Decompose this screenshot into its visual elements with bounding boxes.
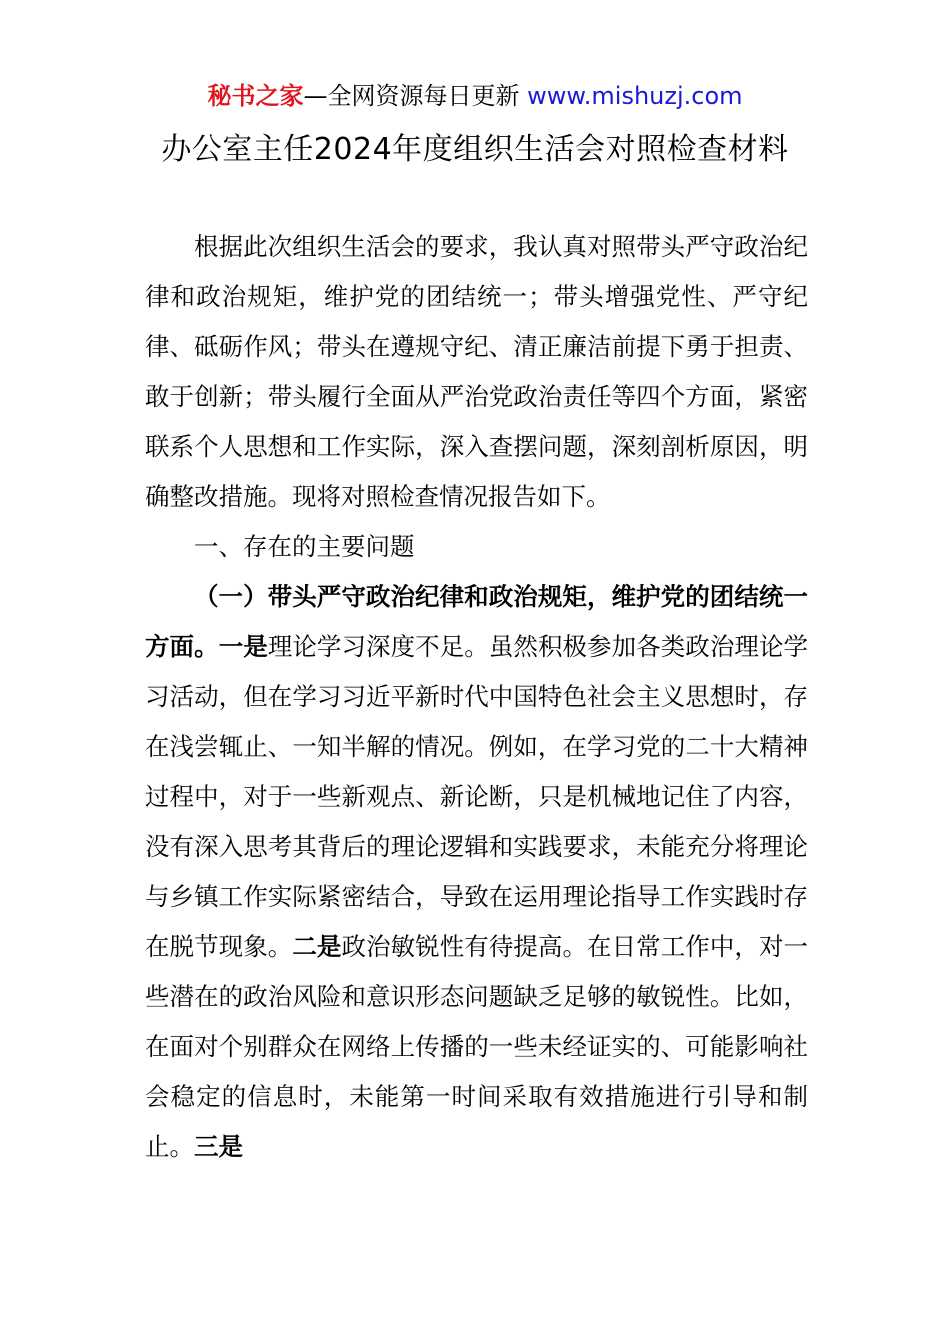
- subsection-paragraph: [145, 572, 808, 1172]
- subsection-heading: （一）带头严守政治纪律和政治规矩，维护党的团结统一方面。: [145, 582, 808, 661]
- point-label-3: 三是: [194, 1132, 243, 1161]
- point-text-2: 政治敏锐性有待提高。在日常工作中，对一些潜在的政治风险和意识形态问题缺乏足够的敏锐性。比如，在面对个别群众在网络上传播的一些未经证实的、可能影响社会稳定的信息时，未能第一时间采取有效措施进行引导和制止。: [145, 932, 809, 1161]
- site-header: [0, 80, 950, 112]
- document-title: 办公室主任2024年度组织生活会对照检查材料: [161, 132, 789, 167]
- point-label-1: 一是: [218, 632, 268, 661]
- site-brand: 秘书之家: [207, 82, 304, 110]
- document-body: [145, 222, 808, 1172]
- intro-paragraph: 根据此次组织生活会的要求，我认真对照带头严守政治纪律和政治规矩，维护党的团结统一；带头增强党性、严守纪律、砥砺作风；带头在遵规守纪、清正廉洁前提下勇于担责、敢于创新；带头履行全面从严治党政治责任等四个方面，紧密联系个人思想和工作实际，深入查摆问题，深刻剖析原因，明确整改措施。现将对照检查情况报告如下。: [145, 232, 808, 511]
- site-tagline: —全网资源每日更新: [303, 82, 528, 110]
- point-label-2: 二是: [292, 932, 342, 961]
- section-heading-problems: 一、存在的主要问题: [194, 532, 415, 561]
- site-url-link[interactable]: www.mishuzj.com: [527, 82, 743, 110]
- point-text-1: 理论学习深度不足。虽然积极参加各类政治理论学习活动，但在学习习近平新时代中国特色社会主义思想时，存在浅尝辄止、一知半解的情况。例如，在学习党的二十大精神过程中，对于一些新观点、新论断，只是机械地记住了内容，没有深入思考其背后的理论逻辑和实践要求，未能充分将理论与乡镇工作实际紧密结合，导致在运用理论指导工作实践时存在脱节现象。: [145, 632, 809, 961]
